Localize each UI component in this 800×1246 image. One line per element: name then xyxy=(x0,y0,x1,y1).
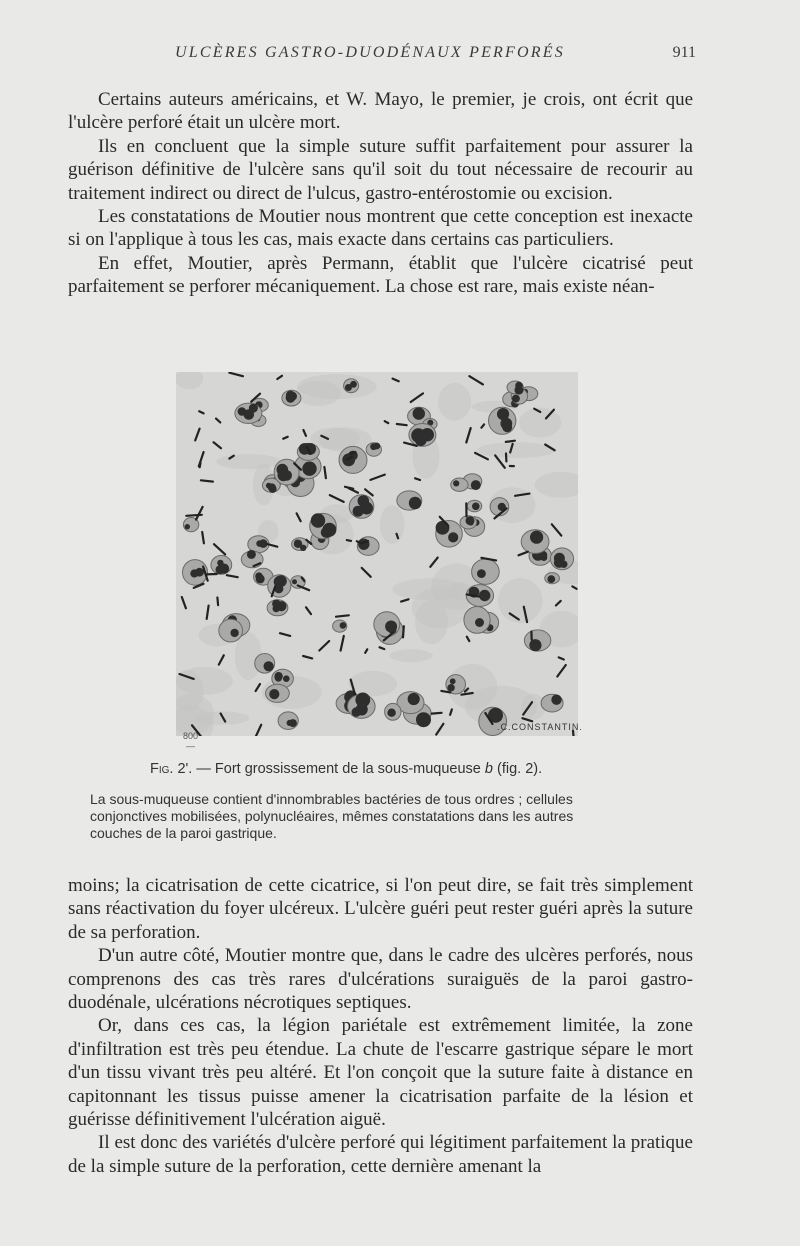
cell-nucleus xyxy=(340,622,347,629)
cell xyxy=(211,556,232,575)
cell-nucleus xyxy=(551,695,561,705)
cell-nucleus xyxy=(302,462,316,476)
bacterium xyxy=(336,615,349,616)
cell-nucleus xyxy=(300,545,306,551)
bacterium xyxy=(557,665,566,677)
cell xyxy=(472,559,500,584)
bacterium xyxy=(559,657,564,659)
figure-caption-text xyxy=(90,791,690,842)
bacterium xyxy=(572,586,576,588)
cell xyxy=(235,403,262,423)
bacterium xyxy=(362,568,371,577)
bacterium xyxy=(506,441,515,442)
tissue-texture xyxy=(498,578,543,623)
cell-nucleus xyxy=(530,531,543,544)
cell xyxy=(545,573,560,584)
cell xyxy=(541,694,563,712)
micrograph-figure xyxy=(176,372,578,736)
tissue-texture xyxy=(438,383,471,421)
caption-line: La sous-muqueuse contient d'innombrables bactéries de tous ordres ; cellules xyxy=(90,791,573,807)
cell xyxy=(255,654,275,674)
cell xyxy=(219,619,243,642)
bacterium xyxy=(214,544,225,554)
bacterium xyxy=(196,507,203,520)
cell-nucleus xyxy=(321,527,332,538)
bacterium xyxy=(214,442,222,448)
cell-nucleus xyxy=(219,564,229,574)
cell xyxy=(464,607,490,634)
cell-nucleus xyxy=(269,689,279,699)
bacterium xyxy=(306,607,311,614)
bacterium xyxy=(556,601,561,606)
tissue-texture xyxy=(349,671,398,696)
bacterium xyxy=(411,393,423,402)
bacterium xyxy=(200,463,201,467)
cell-nucleus xyxy=(283,675,290,682)
cell-body xyxy=(451,478,468,491)
bacterium xyxy=(229,373,243,377)
cell-nucleus xyxy=(447,684,454,691)
bacterium xyxy=(201,480,213,481)
cell-nucleus xyxy=(479,590,490,601)
bacterium xyxy=(277,376,282,379)
cell xyxy=(451,478,468,491)
bacterium xyxy=(195,429,199,441)
cell xyxy=(339,446,367,473)
cell-nucleus xyxy=(512,395,520,403)
bacterium xyxy=(280,633,290,636)
tissue-texture xyxy=(535,472,578,498)
bacterium xyxy=(256,684,260,691)
cell-nucleus xyxy=(278,469,290,481)
bacterium xyxy=(199,411,203,413)
tissue-texture xyxy=(295,381,341,406)
cell-nucleus xyxy=(230,629,238,637)
cell-nucleus xyxy=(450,678,456,684)
cell-nucleus xyxy=(547,575,555,583)
cell xyxy=(436,521,463,548)
figure-label: Fig. 2'. xyxy=(150,761,193,777)
bacterium xyxy=(345,487,353,489)
cell-nucleus xyxy=(408,693,420,705)
tissue-texture xyxy=(176,372,203,389)
caption-title-letter: b xyxy=(484,761,493,777)
cell xyxy=(374,612,400,637)
cell-nucleus xyxy=(350,381,357,388)
cell-nucleus xyxy=(413,407,425,419)
bacterium xyxy=(217,598,218,606)
cell xyxy=(489,407,516,434)
cell-nucleus xyxy=(292,579,297,584)
cell-nucleus xyxy=(475,618,484,627)
cell-body xyxy=(219,619,243,642)
bacterium xyxy=(227,575,238,577)
bacterium xyxy=(481,424,484,427)
caption-line: couches de la paroi gastrique. xyxy=(90,825,277,841)
cell-nucleus xyxy=(195,568,204,577)
cell xyxy=(267,600,288,616)
cell-nucleus xyxy=(259,539,268,548)
bacterium xyxy=(324,467,326,478)
cell-nucleus xyxy=(466,516,475,525)
cell xyxy=(344,379,359,393)
bacterium xyxy=(319,641,329,651)
cell xyxy=(521,530,549,554)
tissue-texture xyxy=(477,442,555,458)
running-title: ULCÈRES GASTRO-DUODÉNAUX PERFORÉS xyxy=(175,44,565,61)
cell xyxy=(366,443,381,457)
page-number: 911 xyxy=(672,44,696,61)
caption-title-text: — Fort grossissement de la sous-muqueuse xyxy=(192,761,485,777)
bacterium xyxy=(202,532,204,543)
text-block-bottom xyxy=(68,874,693,1178)
figure-caption-title xyxy=(150,761,630,777)
tissue-texture xyxy=(412,587,469,629)
bacterium xyxy=(436,724,443,735)
bacterium xyxy=(415,478,420,480)
bacterium xyxy=(216,419,220,423)
bacterium xyxy=(401,599,408,601)
cell xyxy=(268,575,291,597)
tissue-texture xyxy=(176,667,233,695)
paragraph: Les constatations de Moutier nous montrent que cette conception est inexacte si on l'applique à tous les cas, mais exacte dans certains cas particuliers. xyxy=(68,206,693,251)
cell xyxy=(333,620,347,632)
caption-line: conjonctives mobilisées, polynucléaires, mêmes constatations dans les autres xyxy=(90,808,574,824)
bacterium xyxy=(397,424,407,425)
bacterium xyxy=(467,637,470,641)
bacterium xyxy=(219,655,224,664)
bacterium xyxy=(552,524,562,535)
cell-nucleus xyxy=(409,497,422,510)
cell xyxy=(467,500,482,512)
cell-nucleus xyxy=(529,639,541,651)
cell-nucleus xyxy=(453,480,459,486)
cell-nucleus xyxy=(286,391,295,400)
bacterium xyxy=(330,495,344,502)
bacterium xyxy=(432,713,442,714)
cell-nucleus xyxy=(515,386,524,395)
cell-nucleus xyxy=(287,720,293,726)
cell-nucleus xyxy=(416,712,431,727)
bacterium xyxy=(283,437,288,439)
bacterium xyxy=(347,540,351,541)
cell-nucleus xyxy=(275,674,283,682)
bacterium xyxy=(256,725,262,736)
cell-nucleus xyxy=(257,575,263,581)
cell-nucleus xyxy=(373,443,380,450)
cell-nucleus xyxy=(497,408,509,420)
micrograph-illustration xyxy=(176,372,578,736)
cell xyxy=(357,537,379,556)
text-block-top xyxy=(68,88,693,299)
bacterium xyxy=(519,552,528,556)
cell-nucleus xyxy=(436,521,450,535)
paragraph: Ils en concluent que la simple suture suffit parfaitement pour assurer la guérison définitive de l'ulcère sans qu'il soit du tout nécessaire de recourir au traitement indirect ou direct de l'ulcus, gastro-entérostomie ou excision. xyxy=(68,135,693,204)
cell-nucleus xyxy=(415,435,427,447)
tissue-texture xyxy=(216,454,280,469)
cell-nucleus xyxy=(264,662,271,669)
bacterium xyxy=(469,376,483,384)
bacterium xyxy=(341,636,344,651)
cell xyxy=(183,560,208,586)
cell-nucleus xyxy=(448,532,458,542)
bacterium xyxy=(385,421,389,423)
bacterium xyxy=(380,647,385,649)
bacterium xyxy=(182,597,186,608)
cell-nucleus xyxy=(311,513,325,527)
tissue-texture xyxy=(380,505,405,544)
bacterium xyxy=(207,606,209,619)
bacterium xyxy=(303,430,306,436)
cell-nucleus xyxy=(502,422,512,432)
running-head xyxy=(0,44,800,70)
scale-value: 800 xyxy=(183,731,199,741)
cell xyxy=(385,703,401,720)
cell xyxy=(507,381,524,395)
cell xyxy=(278,712,298,730)
paragraph: moins; la cicatrisation de cette cicatrice, si l'on peut dire, se fait très simplement sans réactivation du foyer ulcéreux. L'ulcère guéri peut rester guéri après la suture de sa perforation. xyxy=(68,875,693,943)
cell-nucleus xyxy=(472,503,480,511)
bacterium xyxy=(371,475,385,480)
cell-nucleus xyxy=(269,485,277,493)
cell xyxy=(397,491,422,510)
cell xyxy=(349,495,374,519)
cell-nucleus xyxy=(185,524,190,529)
cell xyxy=(524,630,550,651)
cell-nucleus xyxy=(360,502,373,515)
magnification-scale: 800 — xyxy=(183,731,199,751)
bacterium xyxy=(297,513,301,521)
paragraph: Il est donc des variétés d'ulcère perforé qui légitiment parfaitement la pratique de la simple suture de la perforation, cette dernière amenant la xyxy=(68,1132,693,1177)
bacterium xyxy=(450,709,452,714)
bacterium xyxy=(365,489,373,495)
bacterium xyxy=(397,534,399,539)
cell xyxy=(266,684,290,702)
caption-title-end: (fig. 2). xyxy=(492,761,543,777)
bacterium xyxy=(365,649,367,653)
cell-nucleus xyxy=(247,550,256,559)
bacterium xyxy=(403,626,404,637)
cell xyxy=(460,516,477,529)
bacterium xyxy=(303,656,312,658)
cell-nucleus xyxy=(471,480,481,490)
cell xyxy=(550,548,573,570)
cell-nucleus xyxy=(477,569,486,578)
cell-nucleus xyxy=(272,600,281,609)
paragraph: Certains auteurs américains, et W. Mayo, le premier, je crois, ont écrit que l'ulcère perforé était un ulcère mort. xyxy=(68,89,693,134)
bacterium xyxy=(441,691,450,693)
cell-nucleus xyxy=(352,707,362,717)
bacterium xyxy=(393,379,399,382)
artist-signature: .C.CONSTANTIN. xyxy=(497,722,583,732)
bacterium xyxy=(430,558,437,567)
paragraph: Or, dans ces cas, la légion pariétale est extrêmement limitée, la zone d'infiltration est très peu étendue. La chute de l'escarre gastrique sépare le mort d'un tissu vivant très peu altéré. Et l'on conçoit que la suture faite à distance en capitonnant les tissus puisse amener la cicatrisation parfaite de la lésion et guérisse définitivement l'ulcération aiguë. xyxy=(68,1015,693,1131)
cell xyxy=(409,424,436,447)
cell xyxy=(282,390,301,406)
cell-nucleus xyxy=(554,553,565,564)
tissue-texture xyxy=(390,649,433,662)
cell xyxy=(310,513,337,539)
paragraph: En effet, Moutier, après Permann, établit que l'ulcère cicatrisé peut parfaitement se perforer mécaniquement. La chose est rare, mais existe néan- xyxy=(68,252,693,298)
cell-nucleus xyxy=(387,709,395,717)
cell-nucleus xyxy=(249,404,258,413)
cell-body xyxy=(472,559,500,584)
paragraph: D'un autre côté, Moutier montre que, dans le cadre des ulcères perforés, nous comprenons des cas très rares d'ulcérations suraiguës de la paroi gastro-duodénale, ulcérations nécrotiques septiques. xyxy=(68,945,693,1014)
bacterium xyxy=(466,428,470,443)
